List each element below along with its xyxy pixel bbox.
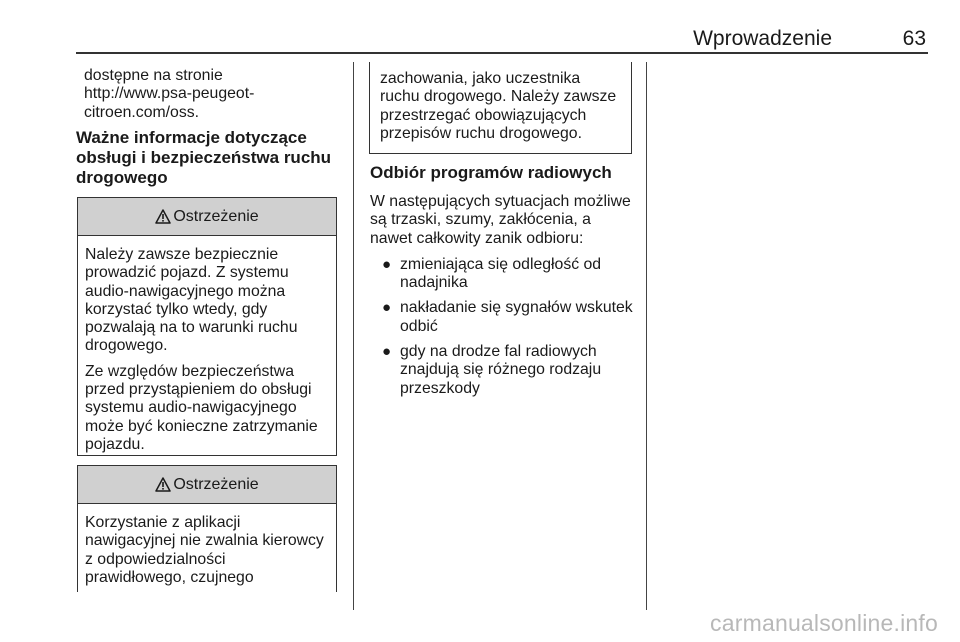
text-line: nawet całkowity zanik odbioru: xyxy=(370,229,584,247)
text-line: przed przystąpieniem do obsługi xyxy=(85,381,312,399)
column-divider-2 xyxy=(646,62,647,610)
text-line: audio-nawigacyjnego można xyxy=(85,282,286,300)
watermark: carmanualsonline.info xyxy=(710,610,938,636)
heading-line: drogowego xyxy=(76,168,168,187)
text-line: korzystać tylko wtedy, gdy xyxy=(85,300,268,318)
text-line: odbić xyxy=(400,317,438,335)
left-intro xyxy=(84,67,344,122)
text-line: W następujących sytuacjach możliwe xyxy=(370,193,631,210)
bullet-list xyxy=(370,256,635,398)
page-header xyxy=(76,27,928,49)
text-line: prowadzić pojazd. Z systemu xyxy=(85,264,289,282)
warning-title: Ostrzeżenie xyxy=(173,207,259,225)
column-divider-1 xyxy=(353,62,354,610)
page-title: Wprowadzenie xyxy=(693,27,832,50)
warning-body xyxy=(78,504,336,595)
heading-line: Ważne informacje dotyczące xyxy=(76,128,307,147)
text-line: Ze względów bezpieczeństwa xyxy=(85,362,294,380)
text-line: zachowania, jako uczestnika xyxy=(380,70,581,87)
text-line: zmieniająca się odległość od xyxy=(400,255,602,273)
left-heading xyxy=(76,128,346,188)
text-line: Należy zawsze bezpiecznie xyxy=(85,246,279,263)
text-line: znajdują się różnego rodzaju xyxy=(400,361,602,379)
text-line: nadajnika xyxy=(400,274,468,292)
warning-paragraph-2 xyxy=(85,363,330,454)
text-line: pojazdu. xyxy=(85,435,145,453)
text-line: z odpowiedzialności xyxy=(85,550,226,568)
warning-paragraph-1 xyxy=(85,246,330,356)
warning-body xyxy=(78,236,336,469)
list-item xyxy=(370,299,635,336)
warning-triangle-icon xyxy=(155,209,171,224)
warning-title: Ostrzeżenie xyxy=(173,475,259,493)
intro-paragraph xyxy=(370,193,635,248)
text-line: systemu audio-nawigacyjnego xyxy=(85,399,297,417)
section-title: Odbiór programów radiowych xyxy=(370,163,612,182)
header-rule xyxy=(76,52,928,54)
text-line: drogowego. xyxy=(85,337,168,355)
text-line: Korzystanie z aplikacji xyxy=(85,514,241,531)
text-line: ruchu drogowego. Należy zawsze xyxy=(380,88,617,106)
text-line: są trzaski, szumy, zakłócenia, a xyxy=(370,211,591,229)
intro-line: dostępne na stronie xyxy=(84,67,223,84)
page-number: 63 xyxy=(902,27,926,50)
intro-line: citroen.com/oss. xyxy=(84,103,200,121)
warning-header xyxy=(78,466,336,504)
warning-triangle-icon xyxy=(155,477,171,492)
intro-line: http://www.psa-peugeot- xyxy=(84,85,255,103)
text-line: prawidłowego, czujnego xyxy=(85,568,254,586)
warning-box-continuation xyxy=(369,62,632,154)
text-line: przeszkody xyxy=(400,379,480,397)
text-line: może być konieczne zatrzymanie xyxy=(85,417,318,435)
warning-header xyxy=(78,198,336,236)
section-body xyxy=(370,193,635,405)
bullet-icon: ● xyxy=(382,299,392,317)
list-item xyxy=(370,256,635,293)
text-line: przepisów ruchu drogowego. xyxy=(380,124,582,142)
text-line: pozwalają na to warunki ruchu xyxy=(85,319,298,337)
text-line: nawigacyjnej nie zwalnia kierowcy xyxy=(85,532,324,550)
list-item xyxy=(370,343,635,398)
bullet-icon: ● xyxy=(382,255,392,273)
warning-box-1 xyxy=(77,197,337,456)
bullet-icon: ● xyxy=(382,343,392,361)
text-line: przestrzegać obowiązujących xyxy=(380,106,587,124)
text-line: gdy na drodze fal radiowych xyxy=(400,343,597,361)
heading-line: obsługi i bezpieczeństwa ruchu xyxy=(76,148,332,167)
warning-box-2 xyxy=(77,465,337,592)
text-line: nakładanie się sygnałów wskutek xyxy=(400,299,633,317)
